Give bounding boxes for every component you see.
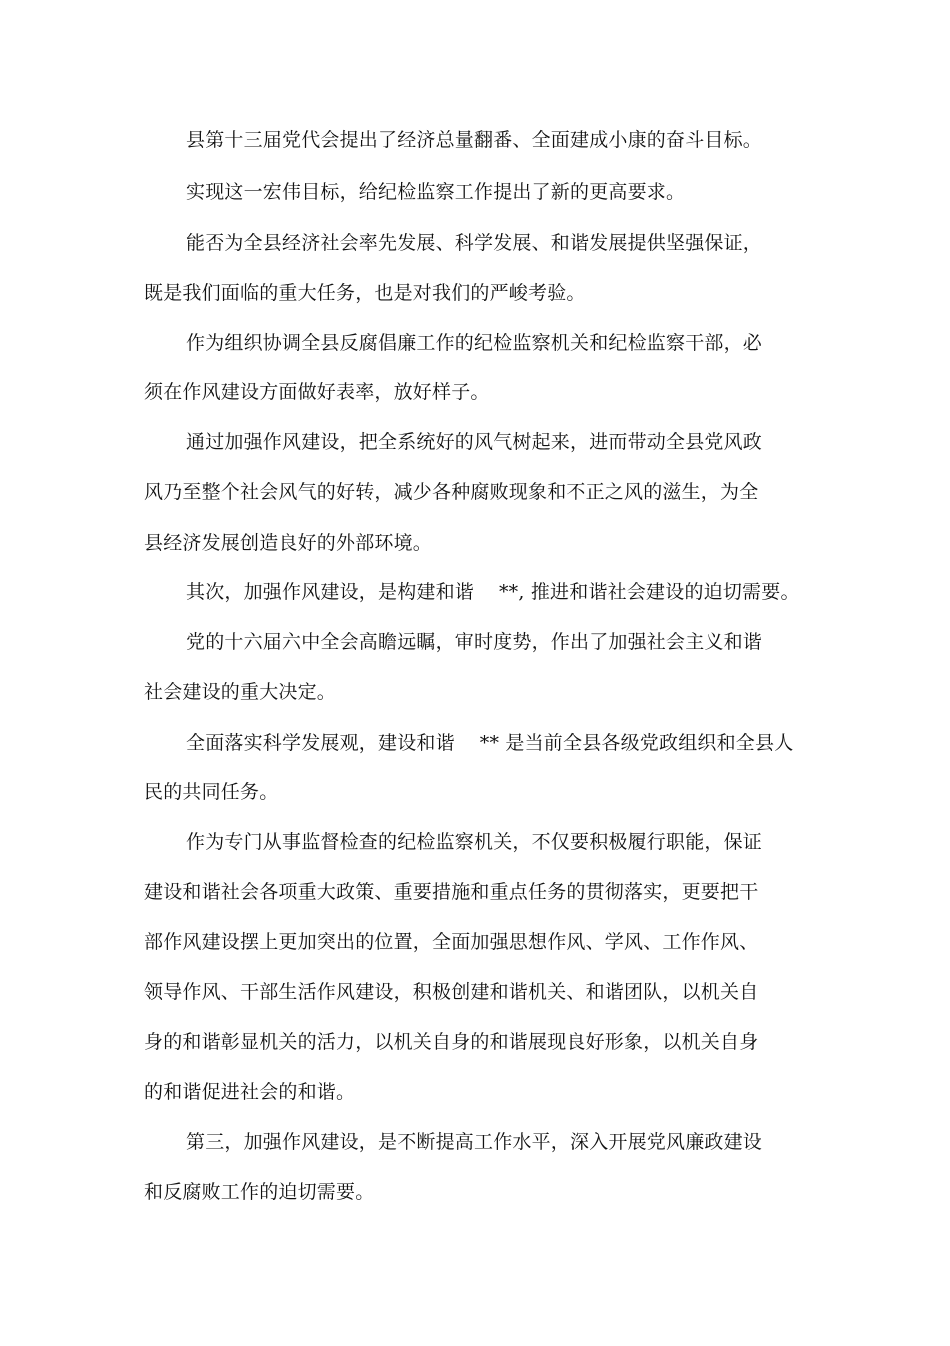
text-line: 领导作风、干部生活作风建设，积极创建和谐机关、和谐团队，以机关自 <box>144 981 759 1003</box>
text-line: 建设和谐社会各项重大政策、重要措施和重点任务的贯彻落实，更要把干 <box>144 881 759 903</box>
text-line: 风乃至整个社会风气的好转，减少各种腐败现象和不正之风的滋生，为全 <box>144 481 759 503</box>
text-line: 第三，加强作风建设，是不断提高工作水平，深入开展党风廉政建设 <box>186 1131 763 1153</box>
text-line: 其次，加强作风建设，是构建和谐 **, 推进和谐社会建设的迫切需要。 <box>186 581 800 603</box>
text-line: 和反腐败工作的迫切需要。 <box>144 1181 375 1203</box>
text-line: 能否为全县经济社会率先发展、科学发展、和谐发展提供坚强保证， <box>186 232 763 254</box>
text-line: 县第十三届党代会提出了经济总量翻番、全面建成小康的奋斗目标。 <box>186 129 763 151</box>
text-line: 县经济发展创造良好的外部环境。 <box>144 532 433 554</box>
text-line: 的和谐促进社会的和谐。 <box>144 1081 356 1103</box>
text-line: 通过加强作风建设，把全系统好的风气树起来，进而带动全县党风政 <box>186 431 763 453</box>
text-line: 作为组织协调全县反腐倡廉工作的纪检监察机关和纪检监察干部，必 <box>186 332 763 354</box>
text-line: 部作风建设摆上更加突出的位置，全面加强思想作风、学风、工作作风、 <box>144 931 759 953</box>
text-line: 作为专门从事监督检查的纪检监察机关，不仅要积极履行职能，保证 <box>186 831 763 853</box>
text-line: 既是我们面临的重大任务，也是对我们的严峻考验。 <box>144 282 586 304</box>
text-line: 民的共同任务。 <box>144 781 279 803</box>
text-line: 社会建设的重大决定。 <box>144 681 337 703</box>
text-line: 党的十六届六中全会高瞻远瞩，审时度势，作出了加强社会主义和谐 <box>186 631 763 653</box>
text-line: 实现这一宏伟目标，给纪检监察工作提出了新的更高要求。 <box>186 181 686 203</box>
text-line: 身的和谐彰显机关的活力，以机关自身的和谐展现良好形象，以机关自身 <box>144 1031 759 1053</box>
text-line: 须在作风建设方面做好表率，放好样子。 <box>144 381 490 403</box>
text-line: 全面落实科学发展观，建设和谐 ** 是当前全县各级党政组织和全县人 <box>186 732 794 754</box>
